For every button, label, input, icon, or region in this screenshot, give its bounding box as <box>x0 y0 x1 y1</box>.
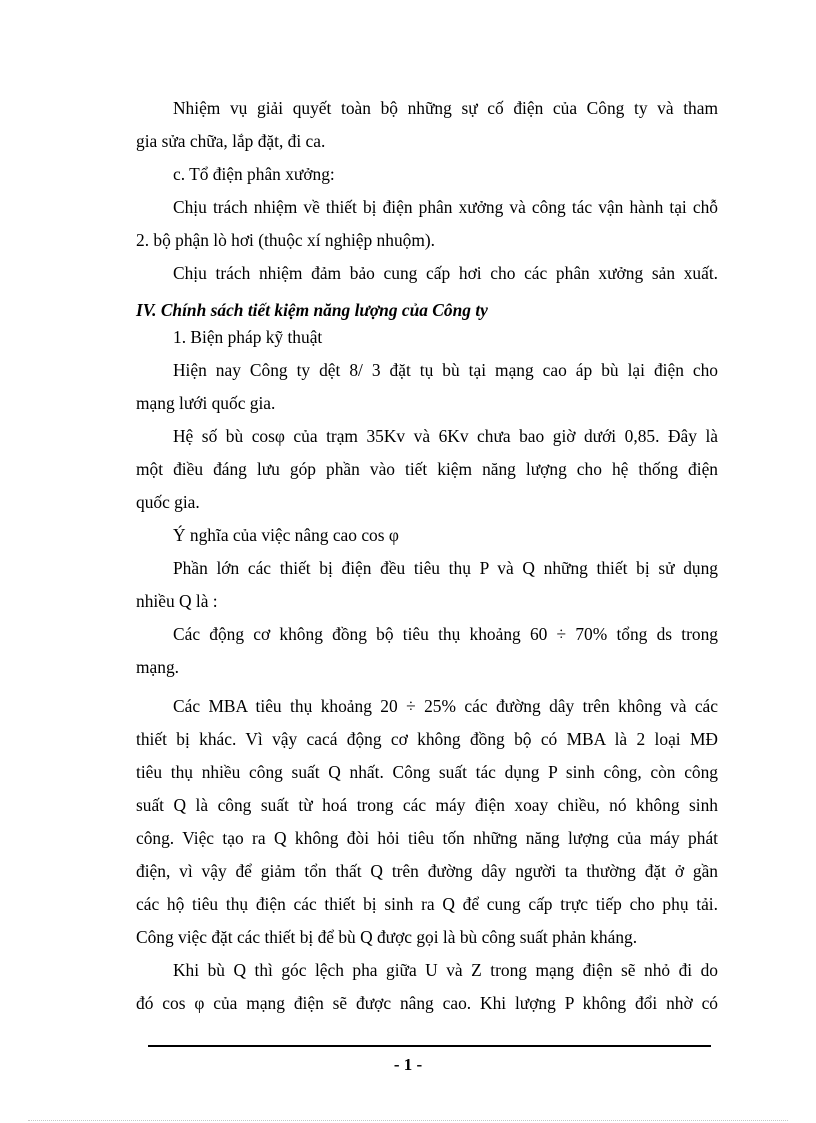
paragraph-line: Các MBA tiêu thụ khoảng 20 ÷ 25% các đường dây trên không và các <box>173 696 718 716</box>
section-label: c. Tổ điện phân xưởng: <box>173 164 335 184</box>
paragraph-line: mạng lưới quốc gia. <box>136 393 276 413</box>
document-body <box>136 92 718 1020</box>
paragraph-line: Khi bù Q thì góc lệch pha giữa U và Z trong mạng điện sẽ nhỏ đi do <box>173 960 718 980</box>
page-bottom-border <box>28 1120 788 1121</box>
section-heading: IV. Chính sách tiết kiệm năng lượng của Công ty <box>136 300 488 320</box>
page-number: - 1 - <box>393 1055 423 1074</box>
paragraph-line: nhiều Q là : <box>136 591 218 611</box>
paragraph-line: mạng. <box>136 657 179 677</box>
paragraph-line: đó cos φ của mạng điện sẽ được nâng cao. Khi lượng P không đổi nhờ có <box>136 993 718 1013</box>
paragraph-line: một điều đáng lưu góp phần vào tiết kiệm năng lượng cho hệ thống điện <box>136 459 718 479</box>
paragraph-line: công. Việc tạo ra Q không đòi hỏi tiêu tốn những năng lượng của máy phát <box>136 828 718 848</box>
paragraph-line: suất Q là công suất từ hoá trong các máy điện xoay chiều, nó không sinh <box>136 795 718 815</box>
subsection-heading: 1. Biện pháp kỹ thuật <box>173 327 323 347</box>
paragraph-line: Nhiệm vụ giải quyết toàn bộ những sự cố điện của Công ty và tham <box>173 98 718 118</box>
paragraph-line: thiết bị khác. Vì vậy cacá động cơ không đồng bộ có MBA là 2 loại MĐ <box>136 729 718 749</box>
footer-divider <box>148 1045 711 1047</box>
paragraph-line: Các động cơ không đồng bộ tiêu thụ khoảng 60 ÷ 70% tổng ds trong <box>173 624 718 644</box>
paragraph-line: Ý nghĩa của việc nâng cao cos φ <box>173 525 399 545</box>
paragraph-line: gia sửa chữa, lắp đặt, đi ca. <box>136 131 326 151</box>
paragraph-line: Hiện nay Công ty dệt 8/ 3 đặt tụ bù tại mạng cao áp bù lại điện cho <box>173 360 718 380</box>
paragraph-line: Chịu trách nhiệm đảm bảo cung cấp hơi cho các phân xưởng sản xuất. <box>173 263 718 283</box>
paragraph-line: Hệ số bù cosφ của trạm 35Kv và 6Kv chưa bao giờ dưới 0,85. Đây là <box>173 426 718 446</box>
paragraph-line: các hộ tiêu thụ điện các thiết bị sinh ra Q để cung cấp trực tiếp cho phụ tải. <box>136 894 718 914</box>
paragraph-line: Phần lớn các thiết bị điện đều tiêu thụ P và Q những thiết bị sử dụng <box>173 558 718 578</box>
paragraph-line: Công việc đặt các thiết bị để bù Q được gọi là bù công suất phản kháng. <box>136 927 638 947</box>
paragraph-line: điện, vì vậy để giảm tổn thất Q trên đường dây người ta thường đặt ở gần <box>136 861 718 881</box>
paragraph-line: quốc gia. <box>136 492 200 512</box>
paragraph-line: 2. bộ phận lò hơi (thuộc xí nghiệp nhuộm). <box>136 230 436 250</box>
paragraph-line: Chịu trách nhiệm về thiết bị điện phân xưởng và công tác vận hành tại chỗ <box>173 197 718 217</box>
paragraph-line: tiêu thụ nhiều công suất Q nhất. Công suất tác dụng P sinh công, còn công <box>136 762 718 782</box>
